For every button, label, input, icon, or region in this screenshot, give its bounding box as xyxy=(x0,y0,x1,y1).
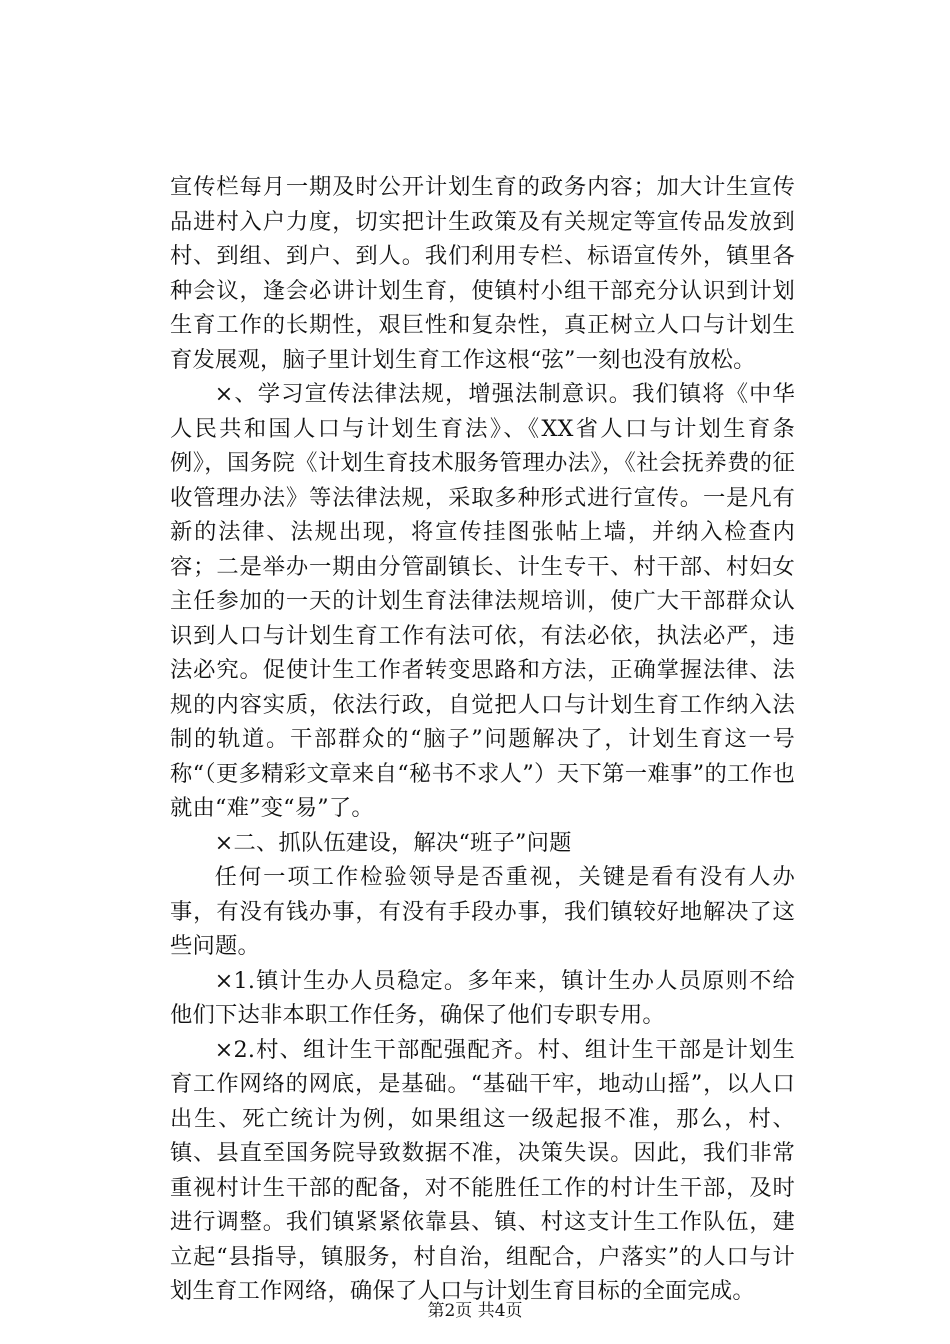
paragraph-item-2: ×2.村、组计生干部配强配齐。村、组计生干部是计划生育工作网络的网底，是基础。“基础干牢，地动山摇”，以人口出生、死亡统计为例，如果组这一级起报不准，那么，村、镇、县直至国务院导致数据不准，决策失误。因此，我们非常重视村计生干部的配备，对不能胜任工作的村计生干部，及时进行调整。我们镇紧紧依靠县、镇、村这支计生工作队伍，建立起“县指导，镇服务，村自治，组配合，户落实”的人口与计划生育工作网络，确保了人口与计划生育目标的全面完成。 xyxy=(170,1036,795,1304)
paragraph-item-1: ×1.镇计生办人员稳定。多年来，镇计生办人员原则不给他们下达非本职工作任务，确保了他们专职专用。 xyxy=(170,967,795,1028)
document-body xyxy=(170,170,795,1309)
paragraph-leadership: 任何一项工作检验领导是否重视，关键是看有没有人办事，有没有钱办事，有没有手段办事，我们镇较好地解决了这些问题。 xyxy=(170,864,795,959)
paragraph-law-publicity: ×、学习宣传法律法规，增强法制意识。我们镇将《中华人民共和国人口与计划生育法》、《XX省人口与计划生育条例》，国务院《计划生育技术服务管理办法》，《社会抚养费的征收管理办法》等法律法规，采取多种形式进行宣传。一是凡有新的法律、法规出现，将宣传挂图张帖上墙，并纳入检查内容；二是举办一期由分管副镇长、计生专干、村干部、村妇女主任参加的一天的计划生育法律法规培训，使广大干部群众认识到人口与计划生育工作有法可依，有法必依，执法必严，违法必究。促使计生工作者转变思路和方法，正确掌握法律、法规的内容实质，依法行政，自觉把人口与计划生育工作纳入法制的轨道。干部群众的“脑子”问题解决了，计划生育这一号称“（更多精彩文章来自“秘书不求人”）天下第一难事”的工作也就由“难”变“易”了。 xyxy=(170,381,795,821)
paragraph-continuation: 宣传栏每月一期及时公开计划生育的政务内容；加大计生宣传品进村入户力度，切实把计生政策及有关规定等宣传品发放到村、到组、到户、到人。我们利用专栏、标语宣传外，镇里各种会议，逢会必讲计划生育，使镇村小组干部充分认识到计划生育工作的长期性，艰巨性和复杂性，真正树立人口与计划生育发展观，脑子里计划生育工作这根“弦”一刻也没有放松。 xyxy=(170,174,795,373)
section-heading-team-building: ×二、抓队伍建设，解决“班子”问题 xyxy=(214,829,572,856)
page-number-footer: 第2页 共4页 xyxy=(427,1301,523,1321)
